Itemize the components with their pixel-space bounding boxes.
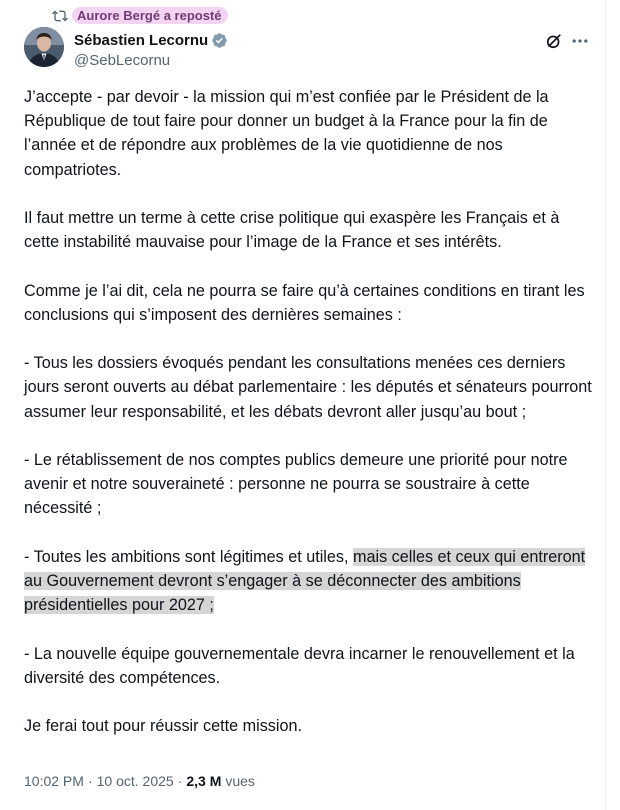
meta-separator: · xyxy=(177,773,183,789)
repost-label[interactable]: Aurore Bergé a reposté xyxy=(72,7,228,24)
grok-icon[interactable] xyxy=(544,31,564,51)
tweet-time[interactable]: 10:02 PM xyxy=(24,773,84,789)
avatar-image xyxy=(24,27,64,67)
tweet-paragraph: - La nouvelle équipe gouvernementale devra incarner le renouvellement et la diversité des compétences. xyxy=(24,644,575,687)
tweet-text xyxy=(24,85,592,763)
views-label: vues xyxy=(225,773,255,789)
repost-indicator[interactable] xyxy=(52,7,228,24)
tweet-paragraph xyxy=(24,545,592,618)
tweet-metadata xyxy=(24,773,255,789)
tweet-paragraph: Comme je l’ai dit, cela ne pourra se faire qu’à certaines conditions en tirant les conclusions qui s’imposent des dernières semaines : xyxy=(24,281,585,324)
more-options-icon[interactable] xyxy=(570,31,590,51)
meta-separator: · xyxy=(87,773,93,789)
tweet-date[interactable]: 10 oct. 2025 xyxy=(96,773,174,789)
author-name-row[interactable] xyxy=(74,32,228,49)
tweet-paragraph: Il faut mettre un terme à cette crise politique qui exaspère les Français et à cette instabilité mauvaise pour l’image de la France et ses intérêts. xyxy=(24,209,560,252)
highlighted-text: mais celles et ceux qui entreront au Gouvernement devront s’engager à se déconnecter des ambitions présidentielles pour 2027 ; xyxy=(24,547,586,615)
tweet-paragraph: Je ferai tout pour réussir cette mission. xyxy=(24,717,303,736)
repost-icon xyxy=(52,8,68,24)
tweet-paragraph: - Tous les dossiers évoqués pendant les consultations menées ces derniers jours seront ouverts au débat parlementaire : les députés et sénateurs pourront assumer leur responsabilité, et les débats devront aller jusqu’au bout ; xyxy=(24,354,592,421)
tweet-paragraph: - Le rétablissement de nos comptes publics demeure une priorité pour notre avenir et notre souveraineté : personne ne pourra se soustraire à cette nécessité ; xyxy=(24,450,568,518)
tweet-paragraph: J’accepte - par devoir - la mission qui m’est confiée par le Président de la République de tout faire pour donner un budget à la France pour la fin de l’année et de répondre aux problèmes de la vie quotidienne de nos compatriotes. xyxy=(24,88,549,179)
avatar[interactable] xyxy=(24,27,64,67)
author-name[interactable]: Sébastien Lecornu xyxy=(74,32,209,49)
views-count: 2,3 M xyxy=(186,773,222,789)
verified-badge-icon xyxy=(211,32,228,49)
tweet-text-plain: - Toutes les ambitions sont légitimes et utiles, xyxy=(24,547,353,566)
author-handle[interactable]: @SebLecornu xyxy=(74,52,171,69)
